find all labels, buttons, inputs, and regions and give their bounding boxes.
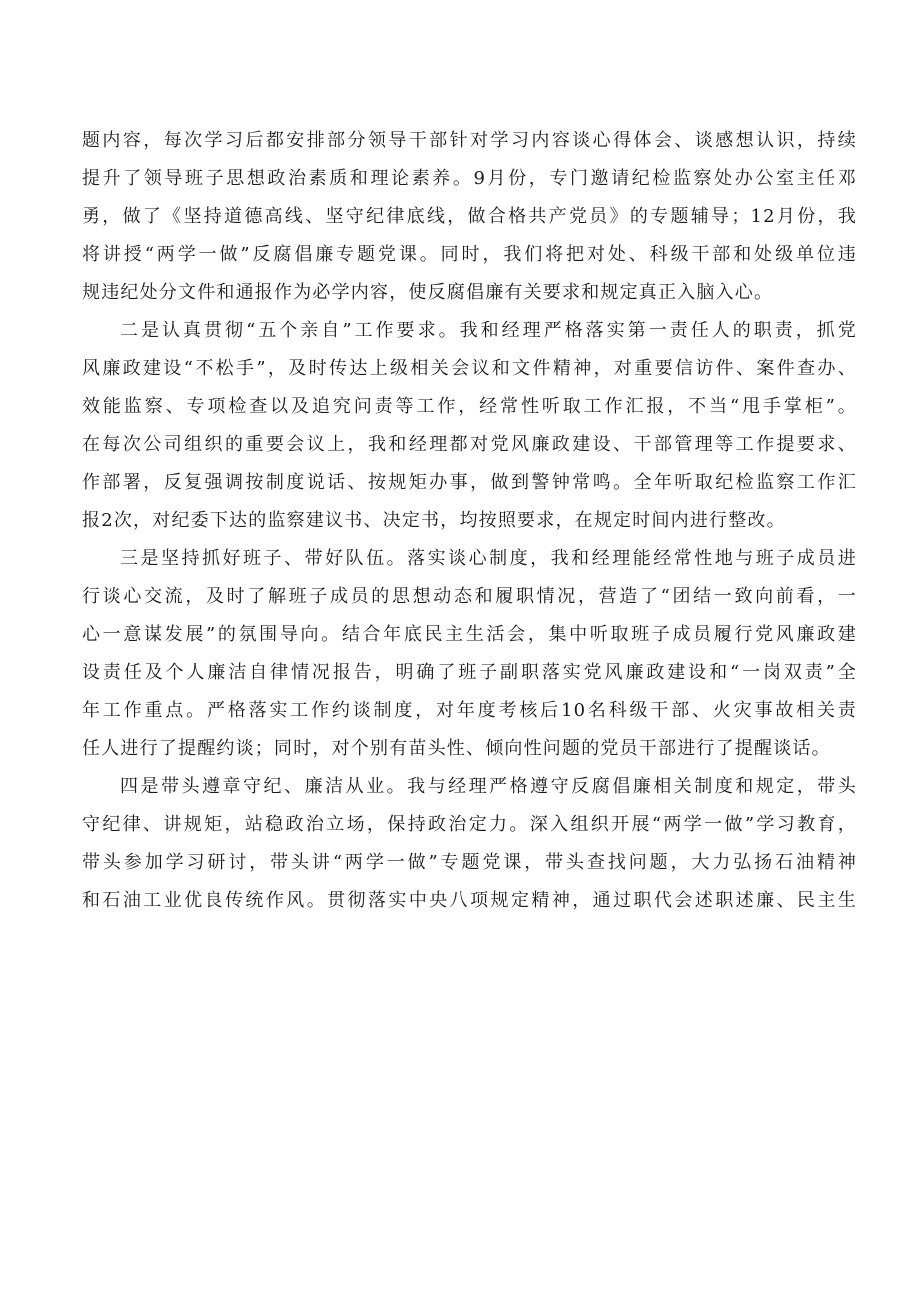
text-line: 守纪律、讲规矩，站稳政治立场，保持政治定力。深入组织开展“两学一做”学习教育， bbox=[82, 814, 857, 835]
text-line: 在每次公司组织的重要会议上，我和经理都对党风廉政建设、干部管理等工作提要求、 bbox=[82, 434, 857, 455]
text-line: 设责任及个人廉洁自律情况报告，明确了班子副职落实党风廉政建设和“一岗双责”全 bbox=[82, 662, 857, 683]
text-line: 勇，做了《坚持道德高线、坚守纪律底线，做合格共产党员》的专题辅导；12月份，我 bbox=[82, 206, 857, 227]
text-line: 行谈心交流，及时了解班子成员的思想动态和履职情况，营造了“团结一致向前看，一 bbox=[82, 586, 857, 607]
text-line: 风廉政建设“不松手”，及时传达上级相关会议和文件精神，对重要信访件、案件查办、 bbox=[82, 358, 857, 379]
text-line: 规违纪处分文件和通报作为必学内容，使反腐倡廉有关要求和规定真正入脑入心。 bbox=[82, 282, 774, 303]
text-line: 提升了领导班子思想政治素质和理论素养。9月份，专门邀请纪检监察处办公室主任邓 bbox=[82, 168, 857, 189]
paragraph-1 bbox=[82, 122, 857, 312]
paragraph-4 bbox=[82, 768, 857, 920]
text-line: 将讲授“两学一做”反腐倡廉专题党课。同时，我们将把对处、科级干部和处级单位违 bbox=[82, 244, 857, 265]
text-line: 效能监察、专项检查以及追究问责等工作，经常性听取工作汇报，不当“甩手掌柜”。 bbox=[82, 396, 857, 417]
paragraph-3 bbox=[82, 540, 857, 768]
text-line: 带头参加学习研讨，带头讲“两学一做”专题党课，带头查找问题，大力弘扬石油精神 bbox=[82, 852, 857, 873]
text-line: 年工作重点。严格落实工作约谈制度，对年度考核后10名科级干部、火灾事故相关责 bbox=[82, 700, 857, 721]
text-line: 任人进行了提醒约谈；同时，对个别有苗头性、倾向性问题的党员干部进行了提醒谈话。 bbox=[82, 738, 831, 759]
text-line: 心一意谋发展”的氛围导向。结合年底民主生活会，集中听取班子成员履行党风廉政建 bbox=[82, 624, 857, 645]
text-line: 报2次，对纪委下达的监察建议书、决定书，均按照要求，在规定时间内进行整改。 bbox=[82, 510, 786, 531]
document-body bbox=[82, 122, 857, 920]
text-line: 三是坚持抓好班子、带好队伍。落实谈心制度，我和经理能经常性地与班子成员进 bbox=[120, 548, 857, 569]
text-line: 和石油工业优良传统作风。贯彻落实中央八项规定精神，通过职代会述职述廉、民主生 bbox=[82, 890, 857, 911]
text-line: 作部署，反复强调按制度说话、按规矩办事，做到警钟常鸣。全年听取纪检监察工作汇 bbox=[82, 472, 857, 493]
text-line: 四是带头遵章守纪、廉洁从业。我与经理严格遵守反腐倡廉相关制度和规定，带头 bbox=[120, 776, 857, 797]
text-line: 题内容，每次学习后都安排部分领导干部针对学习内容谈心得体会、谈感想认识，持续 bbox=[82, 130, 857, 151]
text-line: 二是认真贯彻“五个亲自”工作要求。我和经理严格落实第一责任人的职责，抓党 bbox=[120, 320, 857, 341]
paragraph-2 bbox=[82, 312, 857, 540]
